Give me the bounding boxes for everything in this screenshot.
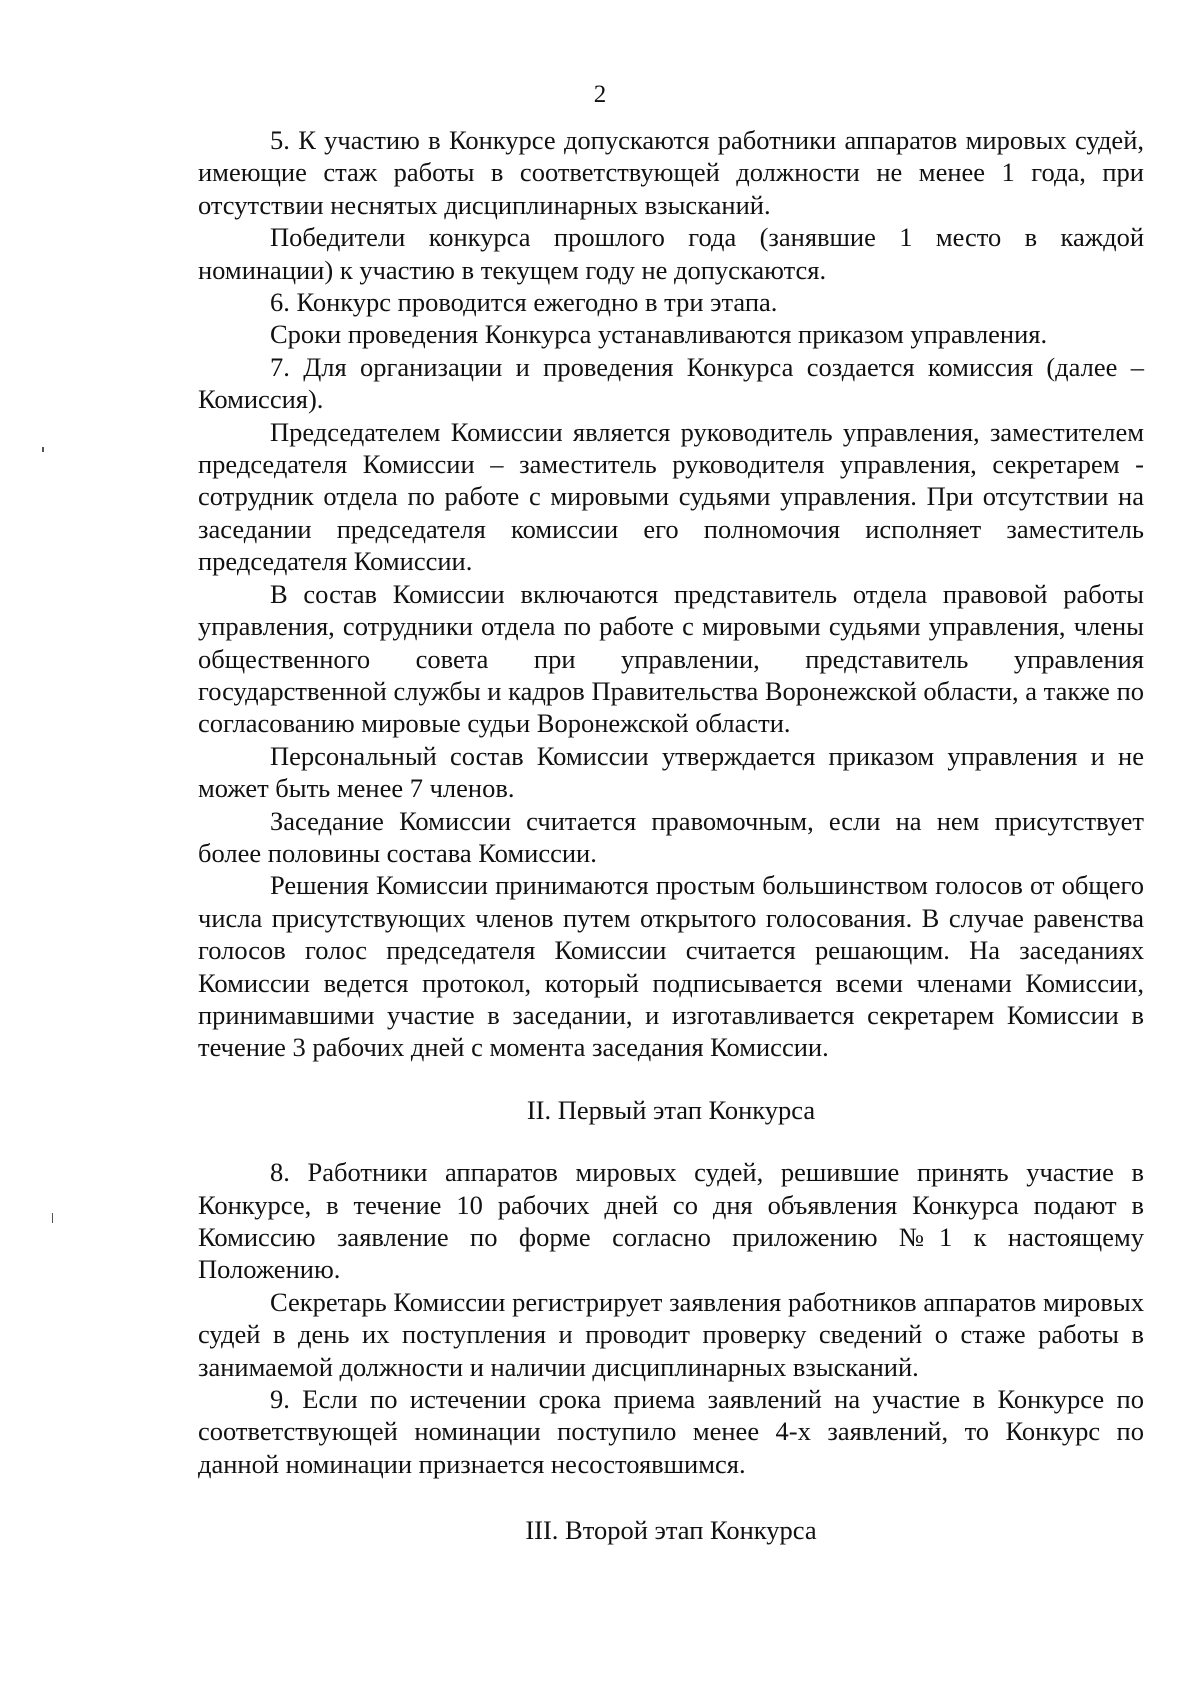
paragraph: 8. Работники аппаратов мировых судей, решившие принять участие в Конкурсе, в течение 10 рабочих дней со дня объявления Конкурса подают в Комиссию заявление по форме согласно приложению №1 к настоящему Положению. — [198, 1157, 1144, 1285]
paragraph: Решения Комиссии принимаются простым большинством голосов от общего числа присутствующих членов путем открытого голосования. В случае равенства голосов голос председателя Комиссии считается решающим. На заседаниях Комиссии ведется протокол, который подписывается всеми членами Комиссии, принимавшими участие в заседании, и изготавливается секретарем Комиссии в течение 3 рабочих дней с момента заседания Комиссии. — [198, 870, 1144, 1063]
paragraph: Сроки проведения Конкурса устанавливаются приказом управления. — [270, 319, 1048, 350]
paragraph: 9. Если по истечении срока приема заявлений на участие в Конкурсе по соответствующей номинации поступило менее 4-х заявлений, то Конкурс по данной номинации признается несостоявшимся. — [198, 1384, 1144, 1479]
paragraph: Победители конкурса прошлого года (занявшие 1 место в каждой номинации) к участию в текущем году не допускаются. — [198, 222, 1144, 285]
paragraph: В состав Комиссии включаются представитель отдела правовой работы управления, сотрудники отдела по работе с мировыми судьями управления, члены общественного совета при управлении, представитель управления государственной службы и кадров Правительства Воронежской области, а также по согласованию мировые судьи Воронежской области. — [198, 578, 1144, 739]
page-number: 2 — [593, 81, 607, 108]
scan-speck — [52, 1213, 53, 1223]
paragraph: Секретарь Комиссии регистрирует заявления работников аппаратов мировых судей в день их поступления и проводит проверку сведений о стаже работы в занимаемой должности и наличии дисциплинарных взысканий. — [198, 1286, 1144, 1382]
paragraph: Председателем Комиссии является руководитель управления, заместителем председателя Комиссии – заместитель руководителя управления, секретарем - сотрудник отдела по работе с мировыми судьями управления. При отсутствии на заседании председателя комиссии его полномочия исполняет заместитель председателя Комиссии. — [198, 416, 1144, 577]
scan-speck — [42, 447, 44, 452]
paragraph: Заседание Комиссии считается правомочным, если на нем присутствует более половины состава Комиссии. — [198, 805, 1144, 868]
paragraph: 5. К участию в Конкурсе допускаются работники аппаратов мировых судей, имеющие стаж работы в соответствующей должности не менее 1 года, при отсутствии неснятых дисциплинарных взысканий. — [198, 125, 1144, 220]
paragraph: 7. Для организации и проведения Конкурса создается комиссия (далее – Комиссия). — [198, 351, 1144, 415]
section-heading: III. Второй этап Конкурса — [525, 1515, 817, 1546]
section-heading: II. Первый этап Конкурса — [526, 1094, 816, 1125]
document-body — [198, 124, 1144, 1547]
paragraph: Персональный состав Комиссии утверждается приказом управления и не может быть менее 7 членов. — [198, 740, 1144, 804]
paragraph: 6. Конкурс проводится ежегодно в три этапа. — [270, 287, 778, 318]
